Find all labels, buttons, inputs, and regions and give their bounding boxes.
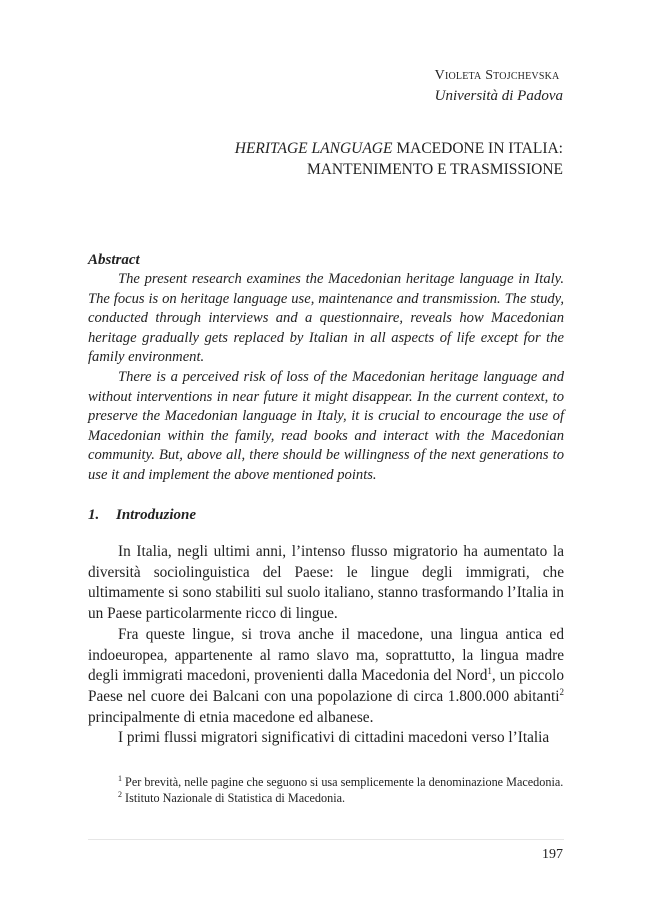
footer-divider xyxy=(88,839,564,840)
title-italic-part: HERITAGE LANGUAGE xyxy=(234,140,393,157)
section-title: Introduzione xyxy=(116,507,197,523)
footnote-2-text: Istituto Nazionale di Statistica di Macedonia. xyxy=(122,791,346,805)
body-paragraph-2 xyxy=(88,625,564,729)
author-last-name: Stojchevska xyxy=(485,68,560,83)
body-paragraph-3: I primi flussi migratori significativi di cittadini macedoni verso l’Italia xyxy=(118,729,550,747)
section-heading xyxy=(88,505,564,525)
abstract-paragraph-2: There is a perceived risk of loss of the Macedonian heritage language and without interventions in near future it might disappear. In the current context, to preserve the Macedonian language in Italy, it is crucial to encourage the use of Macedonian within the family, read books and interact with the Macedonian community. But, above all, there should be willingness of the next generations to use it and implement the above mentioned points. xyxy=(88,368,564,483)
abstract-paragraph-1: The present research examines the Macedonian heritage language in Italy. The focus is on heritage language use, maintenance and transmission. The study, conducted through interviews and a questionnaire, reveals how Macedonian heritage gradually gets replaced by Italian in all aspects of life except for the family environment. xyxy=(88,271,564,366)
section-number: 1. xyxy=(88,507,100,523)
footnote-2-mark: 2 xyxy=(118,789,122,799)
abstract-section xyxy=(88,250,564,486)
author-block xyxy=(435,66,563,106)
footnote-1 xyxy=(88,774,564,790)
title-line-1 xyxy=(235,138,563,159)
body-paragraph-2-text-c: principalmente di etnia macedone ed albanese. xyxy=(88,708,374,726)
footnote-ref-2[interactable]: 2 xyxy=(559,686,564,697)
paper-title xyxy=(235,138,563,180)
body-paragraph-2-text-b: , un piccolo Paese nel cuore dei Balcani con una popolazione di circa 1.800.000 abitanti xyxy=(88,667,564,705)
title-line-2: MANTENIMENTO E TRASMISSIONE xyxy=(306,161,563,178)
footnote-1-mark: 1 xyxy=(118,773,122,783)
body-paragraph-1: In Italia, negli ultimi anni, l’intenso flusso migratorio ha aumentato la diversità sociolinguistica del Paese: le lingue degli immigrati, che ultimamente si sono stabiliti sul suolo italiano, stanno trasformando l’Italia in un Paese particolarmente ricco di lingue. xyxy=(88,543,564,623)
introduction-section xyxy=(88,505,564,749)
footnote-1-text: Per brevità, nelle pagine che seguono si usa semplicemente la denominazione Macedonia. xyxy=(122,775,564,789)
footnote-ref-1[interactable]: 1 xyxy=(487,666,492,677)
author-first-name: Violeta xyxy=(434,68,482,83)
author-name xyxy=(435,66,563,86)
page-number: 197 xyxy=(542,847,563,862)
footnotes xyxy=(88,774,564,806)
abstract-heading: Abstract xyxy=(88,252,140,268)
affiliation: Università di Padova xyxy=(434,88,563,104)
title-line-1-rest: MACEDONE IN ITALIA: xyxy=(392,140,563,157)
footnote-2 xyxy=(88,790,564,806)
body-paragraph-2-text-a: Fra queste lingue, si trova anche il macedone, una lingua antica ed indoeuropea, appartenente al ramo slavo ma, soprattutto, la lingua madre degli immigrati macedoni, provenienti dalla Macedonia del Nord xyxy=(88,625,564,685)
